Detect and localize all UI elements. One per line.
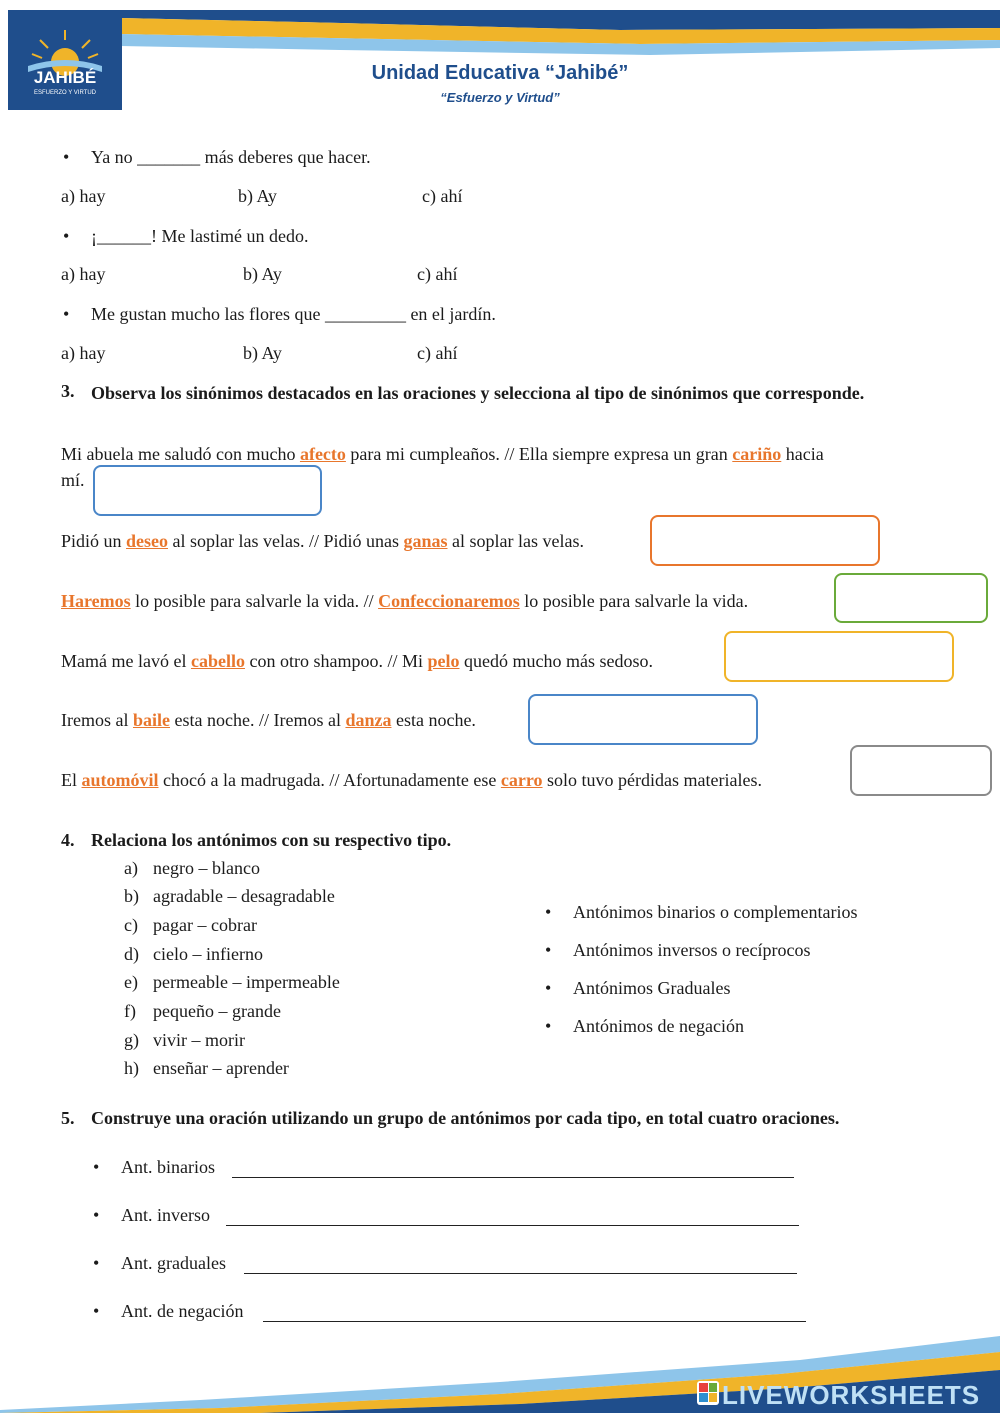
liveworksheets-logo: LIVEWORKSHEETS [722, 1380, 981, 1410]
q5-label-binarios: • Ant. binarios [121, 1157, 215, 1178]
synonym-word: pelo [427, 651, 460, 671]
pair-text: permeable – impermeable [153, 972, 340, 992]
synonym-word: danza [345, 710, 392, 730]
q5-answer-line-binarios[interactable] [232, 1162, 794, 1178]
q2-item-2-option-c[interactable]: c) ahí [417, 264, 458, 284]
synonym-word: Haremos [61, 591, 131, 611]
q3-sentence-1-cont: mí. [61, 470, 85, 490]
pair-letter: f) [124, 1001, 136, 1021]
pair-text: pequeño – grande [153, 1001, 281, 1021]
q3-answer-box-1[interactable] [93, 465, 322, 516]
q4-number: 4. [61, 830, 75, 850]
pair-text: pagar – cobrar [153, 915, 257, 935]
q2-item-1-sentence: • Ya no _______ más deberes que hacer. [91, 147, 371, 168]
school-logo [8, 10, 122, 110]
pair-letter: a) [124, 858, 138, 878]
q2-item-1-option-a[interactable]: a) hay [61, 186, 106, 206]
q2-item-3-option-c[interactable]: c) ahí [417, 343, 458, 363]
q3-answer-box-2[interactable] [650, 515, 880, 566]
q2-item-2-option-b[interactable]: b) Ay [243, 264, 282, 284]
q5-answer-line-graduales[interactable] [244, 1258, 797, 1274]
pair-letter: h) [124, 1058, 139, 1078]
q3-answer-box-4[interactable] [724, 631, 954, 682]
q3-sentence-4: Mamá me lavó el cabello con otro shampoo. // Mi pelo quedó mucho más sedoso. [61, 651, 653, 671]
synonym-word: cariño [732, 444, 782, 464]
q2-item-1-option-c[interactable]: c) ahí [422, 186, 463, 206]
q3-title: Observa los sinónimos destacados en las oraciones y selecciona al tipo de sinónimos que corresponde. [91, 383, 865, 403]
antonym-type-binarios[interactable]: • Antónimos binarios o complementarios [573, 902, 857, 923]
pair-letter: g) [124, 1030, 139, 1050]
q3-sentence-5: Iremos al baile esta noche. // Iremos al danza esta noche. [61, 710, 476, 730]
q3-sentence-3: Haremos lo posible para salvarle la vida. // Confeccionaremos lo posible para salvarle la vida. [61, 591, 749, 611]
synonym-word: baile [132, 710, 170, 730]
q2-item-2-option-a[interactable]: a) hay [61, 264, 106, 284]
pair-letter: d) [124, 944, 139, 964]
q3-sentence-2: Pidió un deseo al soplar las velas. // Pidió unas ganas al soplar las velas. [61, 531, 584, 551]
q5-answer-line-negacion[interactable] [263, 1306, 806, 1322]
q5-number: 5. [61, 1108, 75, 1128]
synonym-word: afecto [299, 444, 346, 464]
q4-title: Relaciona los antónimos con su respectivo tipo. [91, 830, 452, 850]
pair-text: cielo – infierno [153, 944, 263, 964]
logo-subtext: ESFUERZO Y VIRTUD [33, 90, 96, 96]
q3-number: 3. [61, 381, 75, 401]
q2-item-3-sentence: • Me gustan mucho las flores que _________ en el jardín. [91, 304, 496, 325]
synonym-word: ganas [403, 531, 448, 551]
q2-item-3-option-b[interactable]: b) Ay [243, 343, 282, 363]
synonym-word: carro [500, 770, 543, 790]
school-name: Unidad Educativa “Jahibé” [371, 62, 629, 84]
q5-label-inverso: • Ant. inverso [121, 1205, 210, 1226]
q2-item-2-sentence: • ¡______! Me lastimé un dedo. [91, 226, 308, 247]
antonym-type-graduales[interactable]: • Antónimos Graduales [573, 978, 730, 999]
antonym-type-inversos[interactable]: • Antónimos inversos o recíprocos [573, 940, 810, 961]
logo-text: JAHIBÉ [33, 68, 97, 87]
synonym-word: deseo [126, 531, 169, 551]
q5-answer-line-inverso[interactable] [226, 1210, 799, 1226]
synonym-word: Confeccionaremos [378, 591, 520, 611]
q5-label-graduales: • Ant. graduales [121, 1253, 226, 1274]
pair-letter: b) [124, 886, 139, 906]
q3-answer-box-5[interactable] [528, 694, 758, 745]
pair-text: agradable – desagradable [153, 886, 335, 906]
q3-answer-box-6[interactable] [850, 745, 992, 796]
pair-text: negro – blanco [153, 858, 260, 878]
pair-letter: e) [124, 972, 138, 992]
q2-item-3-option-a[interactable]: a) hay [61, 343, 106, 363]
synonym-word: automóvil [81, 770, 159, 790]
antonym-type-negacion[interactable]: • Antónimos de negación [573, 1016, 744, 1037]
liveworksheets-badge-icon [697, 1381, 719, 1405]
pair-text: vivir – morir [153, 1030, 245, 1050]
q3-answer-box-3[interactable] [834, 573, 988, 623]
pair-text: enseñar – aprender [153, 1058, 289, 1078]
synonym-word: cabello [190, 651, 245, 671]
q3-sentence-6: El automóvil chocó a la madrugada. // Afortunadamente ese carro solo tuvo pérdidas materiales. [61, 770, 762, 790]
school-motto: “Esfuerzo y Virtud” [440, 90, 560, 105]
q5-title: Construye una oración utilizando un grupo de antónimos por cada tipo, en total cuatro oraciones. [91, 1108, 840, 1128]
q2-item-1-option-b[interactable]: b) Ay [238, 186, 277, 206]
pair-letter: c) [124, 915, 138, 935]
q3-sentence-1: Mi abuela me saludó con mucho afecto para mi cumpleaños. // Ella siempre expresa un gran cariño hacia [61, 444, 824, 464]
q5-label-negacion: • Ant. de negación [121, 1301, 243, 1322]
